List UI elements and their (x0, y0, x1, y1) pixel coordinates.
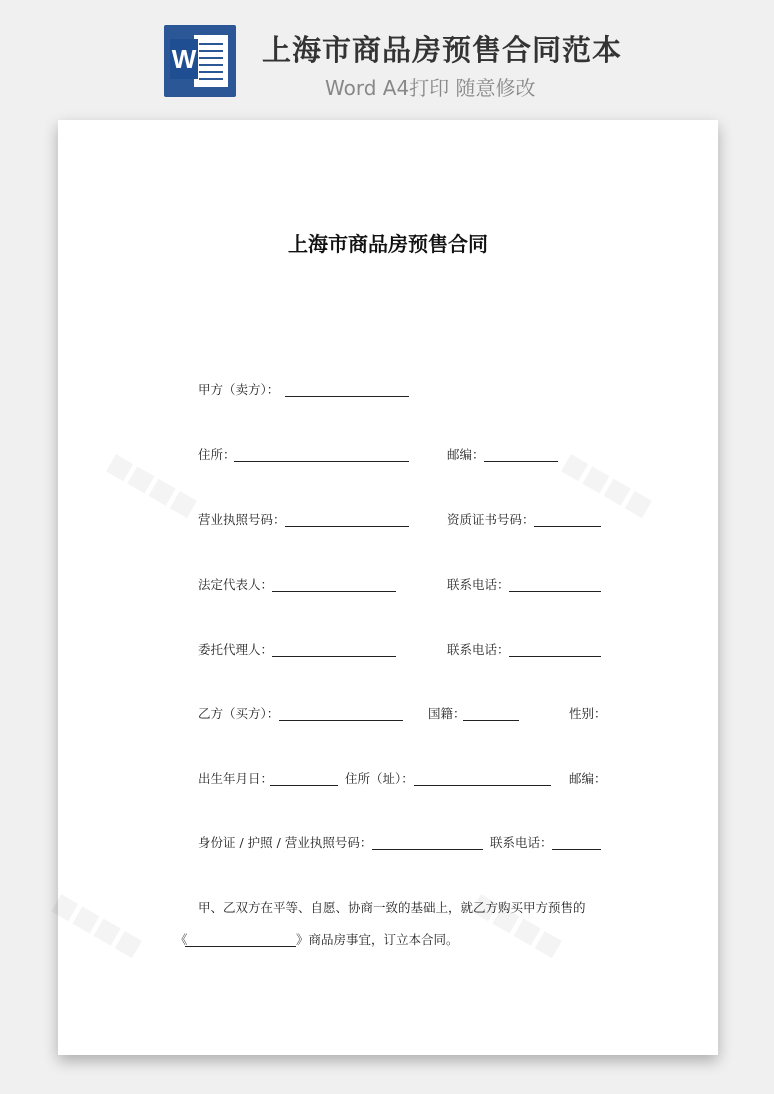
party-a-blank[interactable] (285, 396, 409, 397)
postcode-blank[interactable] (484, 461, 558, 462)
nationality-blank[interactable] (463, 720, 519, 721)
header-subtitle: Word A4打印 随意修改 (325, 76, 536, 100)
qualification-cert-blank[interactable] (534, 526, 601, 527)
buyer-postcode-label: 邮编： (569, 771, 607, 786)
watermark (47, 887, 147, 962)
party-b-label: 乙方（买方）： (198, 706, 280, 721)
phone-blank[interactable] (509, 591, 601, 592)
residence-blank[interactable] (414, 785, 551, 786)
address-blank[interactable] (234, 461, 409, 462)
paragraph-open-bracket: 《 (175, 932, 188, 947)
birth-date-blank[interactable] (270, 785, 338, 786)
paragraph-line-2: 》商品房事宜，订立本合同。 (296, 932, 459, 947)
agent-phone-label: 联系电话： (447, 642, 510, 657)
party-b-blank[interactable] (279, 720, 403, 721)
postcode-label: 邮编： (447, 447, 485, 462)
buyer-phone-blank[interactable] (552, 849, 601, 850)
phone-label: 联系电话： (447, 577, 510, 592)
residence-label: 住所（址）： (345, 771, 414, 786)
paragraph-line-1: 甲、乙双方在平等、自愿、协商一致的基础上，就乙方购买甲方预售的 (198, 900, 586, 915)
legal-rep-blank[interactable] (272, 591, 396, 592)
id-number-blank[interactable] (372, 849, 483, 850)
header-title: 上海市商品房预售合同范本 (262, 33, 623, 67)
buyer-phone-label: 联系电话： (490, 835, 553, 850)
watermark (557, 447, 657, 522)
watermark (102, 447, 202, 522)
birth-date-label: 出生年月日： (198, 771, 274, 786)
word-icon (164, 25, 236, 97)
agent-label: 委托代理人： (198, 642, 274, 657)
nationality-label: 国籍： (428, 706, 466, 721)
agent-blank[interactable] (272, 656, 396, 657)
legal-rep-label: 法定代表人： (198, 577, 274, 592)
watermark (467, 887, 567, 962)
id-number-label: 身份证 / 护照 / 营业执照号码： (198, 835, 373, 850)
business-license-blank[interactable] (285, 526, 409, 527)
business-license-label: 营业执照号码： (198, 512, 286, 527)
party-a-label: 甲方（卖方）： (198, 382, 280, 397)
word-icon-letter: W (170, 39, 198, 79)
address-label: 住所： (198, 447, 236, 462)
document-title: 上海市商品房预售合同 (288, 232, 488, 256)
agent-phone-blank[interactable] (509, 656, 601, 657)
gender-label: 性别： (569, 706, 607, 721)
qualification-cert-label: 资质证书号码： (447, 512, 535, 527)
document-page (58, 120, 718, 1055)
property-name-blank[interactable] (185, 946, 296, 947)
